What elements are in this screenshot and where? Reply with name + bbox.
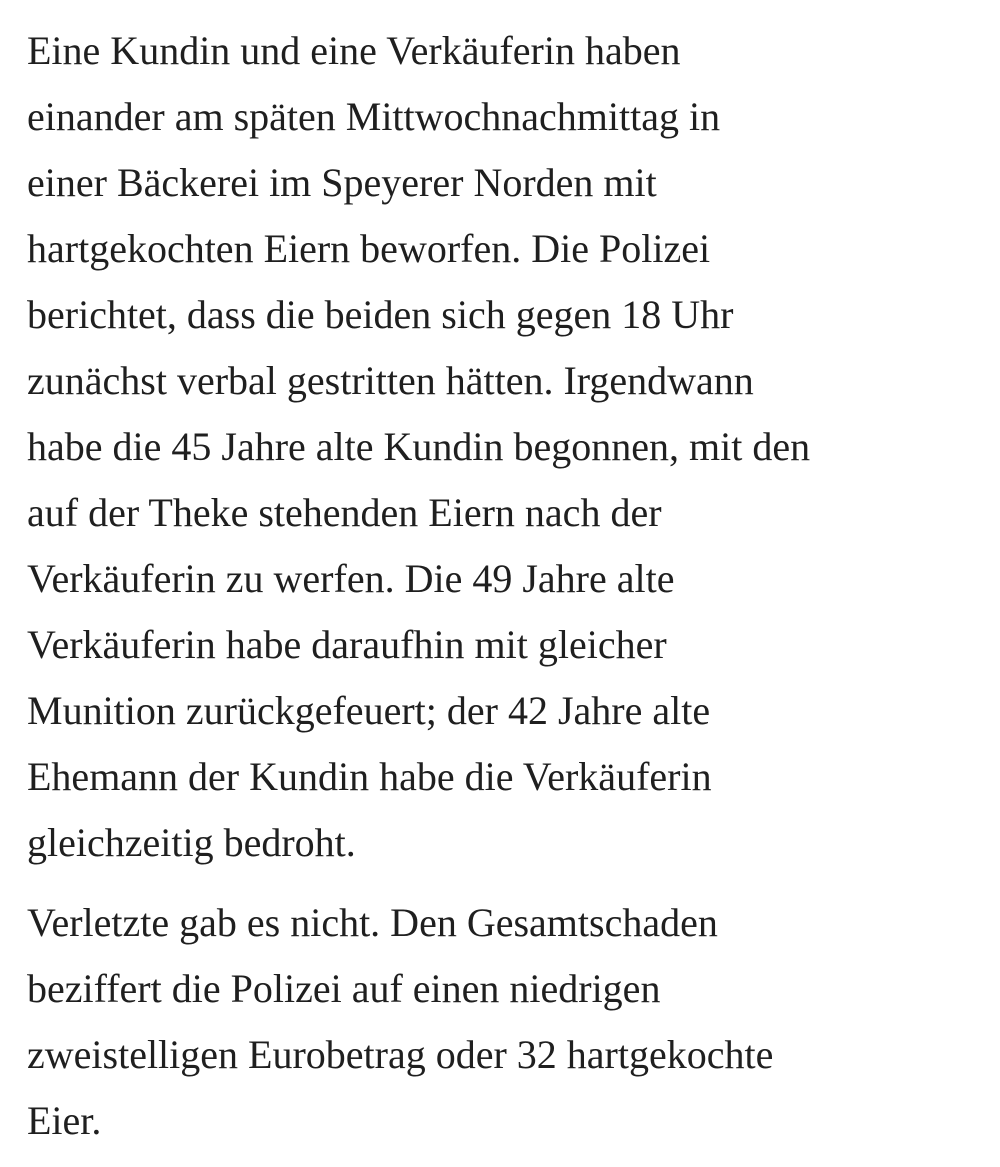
text-line: Verkäuferin zu werfen. Die 49 Jahre alte: [27, 556, 675, 601]
text-line: beziffert die Polizei auf einen niedrigen: [27, 966, 661, 1011]
text-line: Ehemann der Kundin habe die Verkäuferin: [27, 754, 712, 799]
text-line: zweistelligen Eurobetrag oder 32 hartgekochte: [27, 1032, 774, 1077]
text-line: Eine Kundin und eine Verkäuferin haben: [27, 28, 681, 73]
text-line: auf der Theke stehenden Eiern nach der: [27, 490, 662, 535]
paragraph-1: [27, 18, 987, 876]
text-line: hartgekochten Eiern beworfen. Die Polizei: [27, 226, 711, 271]
text-line: gleichzeitig bedroht.: [27, 820, 356, 865]
paragraph-2: [27, 890, 987, 1154]
text-line: berichtet, dass die beiden sich gegen 18 Uhr: [27, 292, 734, 337]
article-body: [27, 18, 987, 1154]
text-line: einander am späten Mittwochnachmittag in: [27, 94, 721, 139]
text-line: Verkäuferin habe daraufhin mit gleicher: [27, 622, 667, 667]
text-line: Verletzte gab es nicht. Den Gesamtschaden: [27, 900, 718, 945]
text-line: Munition zurückgefeuert; der 42 Jahre alte: [27, 688, 711, 733]
text-line: Eier.: [27, 1098, 102, 1143]
text-line: habe die 45 Jahre alte Kundin begonnen, mit den: [27, 424, 811, 469]
text-line: zunächst verbal gestritten hätten. Irgendwann: [27, 358, 754, 403]
text-line: einer Bäckerei im Speyerer Norden mit: [27, 160, 657, 205]
